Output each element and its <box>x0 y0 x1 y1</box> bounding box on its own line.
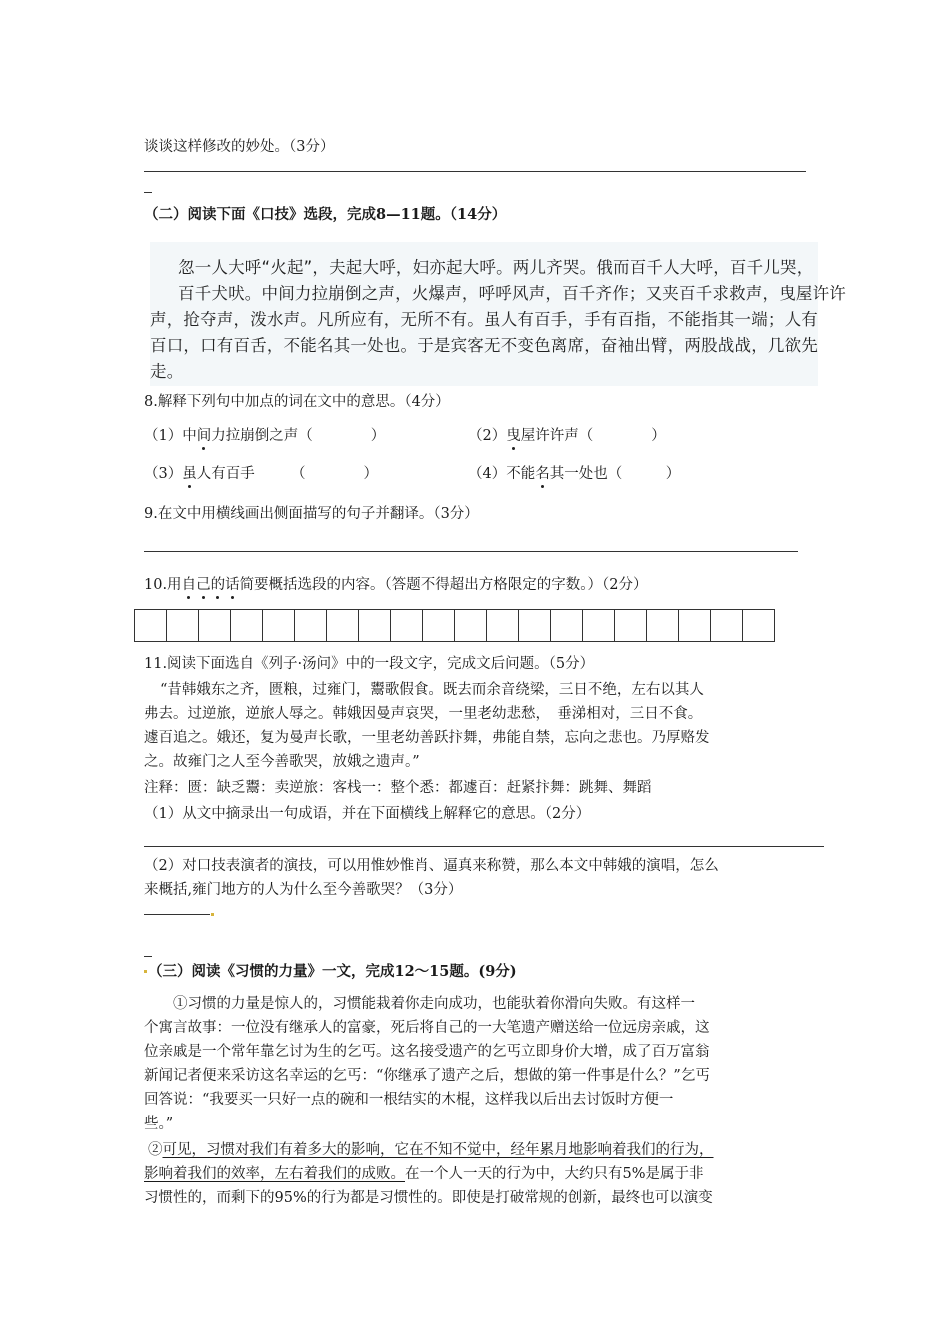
q7-tail: 谈谈这样修改的妙处。（3分） <box>144 139 335 155</box>
grid-cell[interactable] <box>454 609 487 642</box>
grid-cell[interactable] <box>134 609 167 642</box>
grid-cell[interactable] <box>198 609 231 642</box>
dotted-char: 虽 <box>182 462 197 483</box>
answer-line-stub <box>144 956 152 957</box>
grid-cell[interactable] <box>646 609 679 642</box>
q8-item-2: （2）曳屋许许声（ ） <box>468 424 666 445</box>
q11-stem: 11.阅读下面选自《列子·汤问》中的一段文字，完成文后问题。（5分） <box>144 656 595 672</box>
q11-sub1: （1）从文中摘录出一句成语，并在下面横线上解释它的意思。（2分） <box>144 806 591 822</box>
article-line: 些。” <box>144 1116 174 1132</box>
grid-cell[interactable] <box>294 609 327 642</box>
grid-cell[interactable] <box>518 609 551 642</box>
answer-grid <box>134 609 774 642</box>
q8-stem: 8.解释下列句中加点的词在文中的意思。（4分） <box>144 394 450 410</box>
article-line: 位亲戚是一个常年靠乞讨为生的乞丐。这名接受遗产的乞丐立即身价大增，成了百万富翁 <box>144 1044 710 1060</box>
dotted-char: 的 <box>211 573 226 594</box>
answer-line-short <box>144 914 210 915</box>
dotted-char: 名 <box>535 462 550 483</box>
q8-item-1: （1）中间力拉崩倒之声（ ） <box>144 424 385 445</box>
dotted-char: 自 <box>182 573 197 594</box>
article-para2-line3: 习惯性的，而剩下的95%的行为都是习惯性的。即使是打破常规的创新，最终也可以演变 <box>144 1190 713 1206</box>
grid-cell[interactable] <box>358 609 391 642</box>
passage-line: 百口，口有百舌，不能名其一处也。于是宾客无不变色离席，奋袖出臂，两股战战，几欲先 <box>150 336 818 355</box>
article-line: ①习惯的力量是惊人的，习惯能栽着你走向成功，也能驮着你滑向失败。有这样一 <box>144 996 695 1012</box>
grid-cell[interactable] <box>742 609 775 642</box>
grid-cell[interactable] <box>550 609 583 642</box>
article-line: 回答说：“我要买一只好一点的碗和一根结实的木棍，这样我以后出去讨饭时方便一 <box>144 1092 674 1108</box>
underlined-sentence: 影响着我们的效率，左右着我们的成败。 <box>144 1166 405 1182</box>
answer-line <box>144 846 824 847</box>
answer-line-stub <box>144 192 152 193</box>
grid-cell[interactable] <box>486 609 519 642</box>
article-para2-line2: 影响着我们的效率，左右着我们的成败。在一个人一天的行为中，大约只有5%是属于非 <box>144 1166 704 1182</box>
passage-line: 百千犬吠。中间力拉崩倒之声，火爆声，呼呼风声，百千齐作；又夹百千求救声，曳屋许许 <box>178 284 846 303</box>
article-para2-line1: ②可见，习惯对我们有着多大的影响，它在不知不觉中，经年累月地影响着我们的行为， <box>148 1142 714 1158</box>
q11-note: 注释：匮：缺乏鬻：卖逆旅：客栈一：整个悉：都遽百：赶紧抃舞：跳舞、舞蹈 <box>144 780 652 796</box>
answer-line <box>144 551 798 552</box>
q10-stem: 10.用自己的话简要概括选段的内容。（答题不得超出方格限定的字数。）（2分） <box>144 573 648 594</box>
highlight-mark <box>144 970 147 973</box>
dotted-char: 己 <box>196 573 211 594</box>
grid-cell[interactable] <box>230 609 263 642</box>
grid-cell[interactable] <box>582 609 615 642</box>
grid-cell[interactable] <box>614 609 647 642</box>
q11-passage-line: 弗去。过逆旅，逆旅人辱之。韩娥因曼声哀哭，一里老幼悲愁， 垂涕相对，三日不食。 <box>144 706 703 722</box>
kouji-passage <box>150 242 846 386</box>
dotted-char: 间 <box>197 424 212 445</box>
answer-line <box>144 171 806 172</box>
section2-header: （二）阅读下面《口技》选段，完成8—11题。（14分） <box>144 206 507 223</box>
dotted-char: 曳 <box>506 424 521 445</box>
grid-cell[interactable] <box>326 609 359 642</box>
article-line: 新闻记者便来采访这名幸运的乞丐：“你继承了遗产之后，想做的第一件事是什么？”乞丐 <box>144 1068 710 1084</box>
q8-item-3: （3）虽人有百手 （ ） <box>144 462 378 483</box>
highlight-mark <box>211 913 214 916</box>
underlined-sentence: 可见，习惯对我们有着多大的影响，它在不知不觉中，经年累月地影响着我们的行为， <box>162 1142 714 1158</box>
q11-sub2-line1: （2）对口技表演者的演技，可以用惟妙惟肖、逼真来称赞，那么本文中韩娥的演唱，怎么 <box>144 858 719 874</box>
section3-header: （三）阅读《习惯的力量》一文，完成12～15题。(9分) <box>148 963 517 980</box>
q8-item-4: （4）不能名其一处也（ ） <box>468 462 680 483</box>
q11-sub2-line2: 来概括,雍门地方的人为什么至今善歌哭？（3分） <box>144 882 463 898</box>
q11-passage-line: 之。故雍门之人至今善歌哭，放娥之遗声。” <box>144 754 420 770</box>
passage-line: 声，抢夺声，泼水声。凡所应有，无所不有。虽人有百手，手有百指，不能指其一端；人有 <box>150 310 818 329</box>
passage-line: 走。 <box>150 362 184 381</box>
passage-line: 忽一人大呼“火起”，夫起大呼，妇亦起大呼。两儿齐哭。俄而百千人大呼，百千儿哭， <box>178 258 814 277</box>
grid-cell[interactable] <box>390 609 423 642</box>
grid-cell[interactable] <box>262 609 295 642</box>
q11-passage-line: “昔韩娥东之齐，匮粮，过雍门，鬻歌假食。既去而余音绕梁，三日不绝，左右以其人 <box>160 682 704 698</box>
q9-stem: 9.在文中用横线画出侧面描写的句子并翻译。（3分） <box>144 506 479 522</box>
article-line: 个寓言故事：一位没有继承人的富豪，死后将自己的一大笔遗产赠送给一位远房亲戚，这 <box>144 1020 710 1036</box>
grid-cell[interactable] <box>166 609 199 642</box>
grid-cell[interactable] <box>422 609 455 642</box>
grid-cell[interactable] <box>710 609 743 642</box>
grid-cell[interactable] <box>678 609 711 642</box>
dotted-char: 话 <box>225 573 240 594</box>
q11-passage-line: 遽百追之。娥还，复为曼声长歌，一里老幼善跃抃舞，弗能自禁，忘向之悲也。乃厚赂发 <box>144 730 710 746</box>
